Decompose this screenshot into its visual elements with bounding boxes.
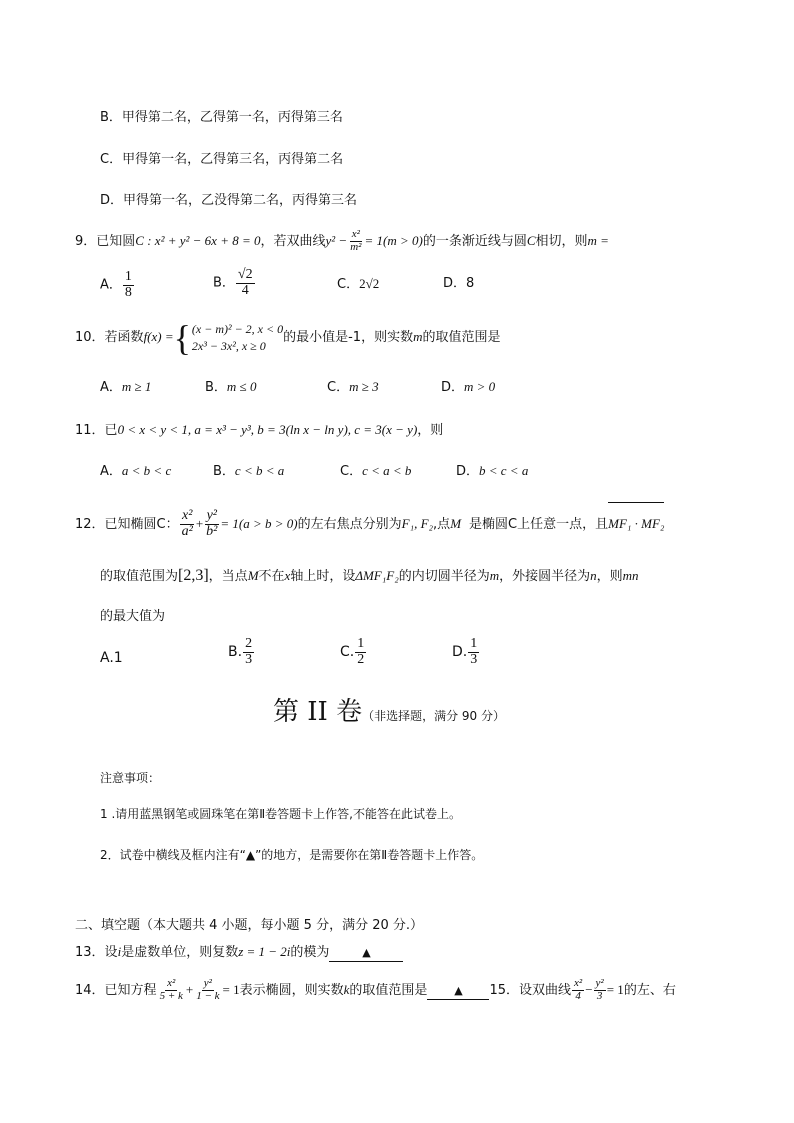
option-value: 2√2	[359, 276, 380, 291]
q9-stem	[75, 228, 609, 255]
q12-text: 的取值范围为	[100, 569, 179, 584]
numerator: x²	[167, 977, 176, 990]
q9-option-b-fraction	[236, 268, 255, 298]
q13-text: 的模为	[290, 945, 330, 960]
denominator: b²	[206, 524, 218, 539]
denominator: 1 − k	[196, 990, 220, 1002]
q8-option-c: C．甲得第一名，乙得第三名，丙得第二名	[100, 152, 344, 167]
q12-text: 是椭圆C上任意一点，且	[469, 517, 609, 532]
q10-function: f(x) =	[143, 329, 174, 344]
q14-number: 14．	[75, 983, 105, 998]
q12-text: ，则	[596, 569, 623, 584]
numerator: y²	[203, 977, 212, 990]
q9-text: 相切，则	[535, 234, 588, 249]
denominator: 3	[470, 651, 478, 667]
option-label: C．	[327, 380, 350, 395]
q12-text: 不在	[258, 569, 285, 584]
q12-option-b-fraction	[243, 637, 254, 667]
notes-heading: 注意事项：	[100, 771, 161, 785]
q10-option-d	[441, 376, 495, 399]
q14-fraction-2	[194, 978, 221, 1002]
q12-text: ,点	[433, 517, 451, 532]
numerator: √2	[237, 267, 253, 282]
brace-icon: {	[173, 317, 191, 358]
q11-stem	[75, 420, 443, 441]
q15-fraction-2	[594, 978, 606, 1002]
denominator: 4	[575, 990, 581, 1002]
q15-text: 的左、右	[623, 983, 676, 998]
q14-equals: = 1	[222, 982, 240, 997]
option-label: C．	[340, 464, 363, 479]
numerator: 1	[357, 636, 365, 651]
option-label: C．	[337, 277, 360, 292]
q12-n: n	[590, 568, 597, 583]
q13	[75, 942, 403, 963]
q12-line-2	[100, 564, 639, 589]
q9-circle-equation: C : x² + y² − 6x + 8 = 0	[135, 233, 261, 248]
q9-hyperbola-fraction	[348, 229, 363, 253]
q12-ellipse-rhs: = 1(a > b > 0)	[220, 516, 298, 531]
option-label: D.	[452, 644, 468, 661]
q10-piecewise	[173, 317, 284, 358]
q11-number: 11．	[75, 423, 105, 438]
q12-plus: +	[195, 516, 204, 531]
q9-option-a	[100, 270, 135, 300]
q12-option-d	[452, 637, 480, 667]
q9-option-b	[213, 268, 256, 298]
note-1: 1 .请用蓝黑钢笔或圆珠笔在第Ⅱ卷答题卡上作答,不能答在此试卷上。	[100, 807, 461, 821]
q10-option-c	[327, 376, 379, 399]
q9-hyperbola-left: y² −	[325, 233, 348, 248]
denominator: 3	[596, 990, 603, 1002]
q10-text: 若函数	[104, 330, 144, 345]
q10-option-a	[100, 376, 151, 399]
q12-text: 的内切圆半径为	[398, 569, 490, 584]
option-value: b < c < a	[479, 463, 529, 478]
q11-text: 已	[104, 423, 118, 438]
option-label: D．	[456, 464, 480, 479]
part-2-subtitle: （非选择题，满分 90 分）	[362, 709, 505, 723]
q12-mn: mn	[622, 568, 639, 583]
option-label: B．	[213, 275, 235, 291]
denominator: 8	[124, 284, 132, 300]
q11-option-a	[100, 460, 171, 483]
q9-option-d: D．8	[443, 276, 475, 291]
q10-m: m	[413, 329, 423, 344]
denominator: a²	[181, 524, 193, 539]
option-value: c < b < a	[234, 463, 285, 478]
option-value: m ≥ 3	[349, 379, 379, 394]
denominator: 3	[245, 651, 253, 667]
option-label: B.	[228, 644, 243, 661]
q10-case-1: (x − m)² − 2, x < 0	[191, 321, 284, 336]
numerator: y²	[206, 508, 217, 524]
q12-option-c	[340, 637, 367, 667]
q12-text: ，外接圆半径为	[499, 569, 591, 584]
q11-option-d	[456, 460, 528, 483]
q12-text: 轴上时，设	[290, 569, 356, 584]
q12-text: 已知椭圆C：	[104, 517, 179, 532]
q9-text: 的一条渐近线与圆	[422, 234, 527, 249]
q14-text: 已知方程	[104, 983, 157, 998]
q12-number: 12．	[75, 517, 105, 532]
q12-foci: F₁, F₂	[401, 516, 434, 531]
q11-option-b	[213, 460, 284, 483]
q11-option-c	[340, 460, 411, 483]
denominator: 5 + k	[159, 990, 183, 1002]
q10-text: 的取值范围是	[422, 330, 501, 345]
denominator: 4	[241, 282, 249, 298]
option-value: m ≥ 1	[121, 379, 152, 394]
q12-range: [2,3]	[178, 567, 209, 584]
q9-number: 9．	[75, 234, 97, 249]
option-label: A．	[100, 380, 122, 395]
q15-number: 15．	[489, 983, 519, 998]
q14-plus: +	[185, 982, 194, 997]
q14-text: 的取值范围是	[349, 983, 428, 998]
option-value: m ≤ 0	[226, 379, 257, 394]
q12-option-d-fraction	[468, 637, 479, 667]
q15-minus: −	[585, 982, 593, 997]
q14-text: 表示椭圆，则实数	[239, 983, 344, 998]
q10-number: 10．	[75, 330, 105, 345]
numerator: x²	[182, 508, 193, 524]
option-label: D．	[441, 380, 465, 395]
q9-text: ，若双曲线	[260, 234, 326, 249]
q9-circle-c: C	[526, 233, 536, 248]
q12-text: 的左右焦点分别为	[297, 517, 402, 532]
q9-frac-numerator: x²	[351, 228, 360, 241]
q12-option-c-fraction	[355, 637, 366, 667]
q9-m-equals: m =	[587, 233, 609, 248]
part-2-title	[273, 694, 505, 734]
q13-number: 13．	[75, 945, 105, 960]
numerator: 1	[470, 636, 478, 651]
q13-i: i	[117, 944, 122, 959]
q13-answer-blank[interactable]: ▲	[329, 945, 403, 962]
numerator: x²	[574, 977, 583, 990]
q12-text: ，当点	[208, 569, 248, 584]
section-2-heading: 二、填空题（本大题共 4 小题，每小题 5 分，满分 20 分.）	[75, 918, 424, 933]
q12-x-axis: x	[284, 568, 291, 583]
q8-option-d: D．甲得第一名，乙没得第二名，丙得第三名	[100, 193, 358, 208]
q14-q15	[75, 970, 676, 1011]
q9-frac-denominator: m²	[350, 241, 362, 253]
q10-text: 的最小值是-1，则实数	[283, 330, 414, 345]
option-label: A．	[100, 464, 122, 479]
q14-fraction-1	[158, 978, 185, 1002]
option-value: a < b < c	[121, 463, 172, 478]
q12-line-3: 的最大值为	[100, 609, 166, 624]
q10-option-b	[205, 376, 256, 399]
q12-triangle: ΔMF₁F₂	[355, 568, 399, 583]
option-value: c < a < b	[362, 463, 412, 478]
q13-text: 是虚数单位，则复数	[121, 945, 239, 960]
q15-text: 设双曲线	[518, 983, 571, 998]
option-value: m > 0	[464, 379, 496, 394]
q12-point-m: M	[450, 516, 462, 531]
q10-stem	[75, 316, 500, 359]
note-2: 2．试卷中横线及框内注有“▲”的地方，是需要你在第Ⅱ卷答题卡上作答。	[100, 848, 484, 862]
q14-answer-blank[interactable]: ▲	[427, 983, 489, 1000]
numerator: y²	[595, 977, 604, 990]
q13-complex: z = 1 − 2i	[238, 944, 291, 959]
q12-stem	[75, 504, 664, 545]
option-label: A．	[100, 277, 122, 293]
part-2-heading: 第 II 卷	[273, 697, 363, 727]
numerator: 1	[124, 269, 132, 284]
q12-y-fraction	[204, 509, 219, 539]
q12-option-a: A.1	[100, 650, 123, 666]
q12-point-m: M	[247, 568, 259, 583]
q11-text: ，则	[417, 423, 444, 438]
q15-equals: = 1	[606, 982, 624, 997]
q12-dot-product: MF₁ · MF₂	[608, 504, 664, 544]
q12-x-fraction	[180, 509, 195, 539]
q8-option-b: B．甲得第二名，乙得第一名，丙得第三名	[100, 110, 343, 125]
q13-text: 设	[104, 945, 118, 960]
q12-m: m	[489, 568, 500, 583]
q10-case-2: 2x³ − 3x², x ≥ 0	[191, 338, 266, 353]
q11-condition: 0 < x < y < 1, a = x³ − y³, b = 3(ln x − ln y), c = 3(x − y)	[117, 422, 418, 437]
q9-option-a-fraction	[123, 270, 134, 300]
q9-hyperbola-right: = 1(m > 0)	[364, 233, 423, 248]
q14-k: k	[343, 982, 350, 997]
q12-option-b	[228, 637, 255, 667]
q9-text: 已知圆	[96, 234, 136, 249]
option-label: B．	[213, 464, 235, 479]
numerator: 2	[245, 636, 253, 651]
q9-option-c	[337, 273, 379, 296]
option-label: B．	[205, 380, 227, 395]
option-label: C.	[340, 644, 355, 661]
q15-fraction-1	[572, 978, 584, 1002]
denominator: 2	[357, 651, 365, 667]
